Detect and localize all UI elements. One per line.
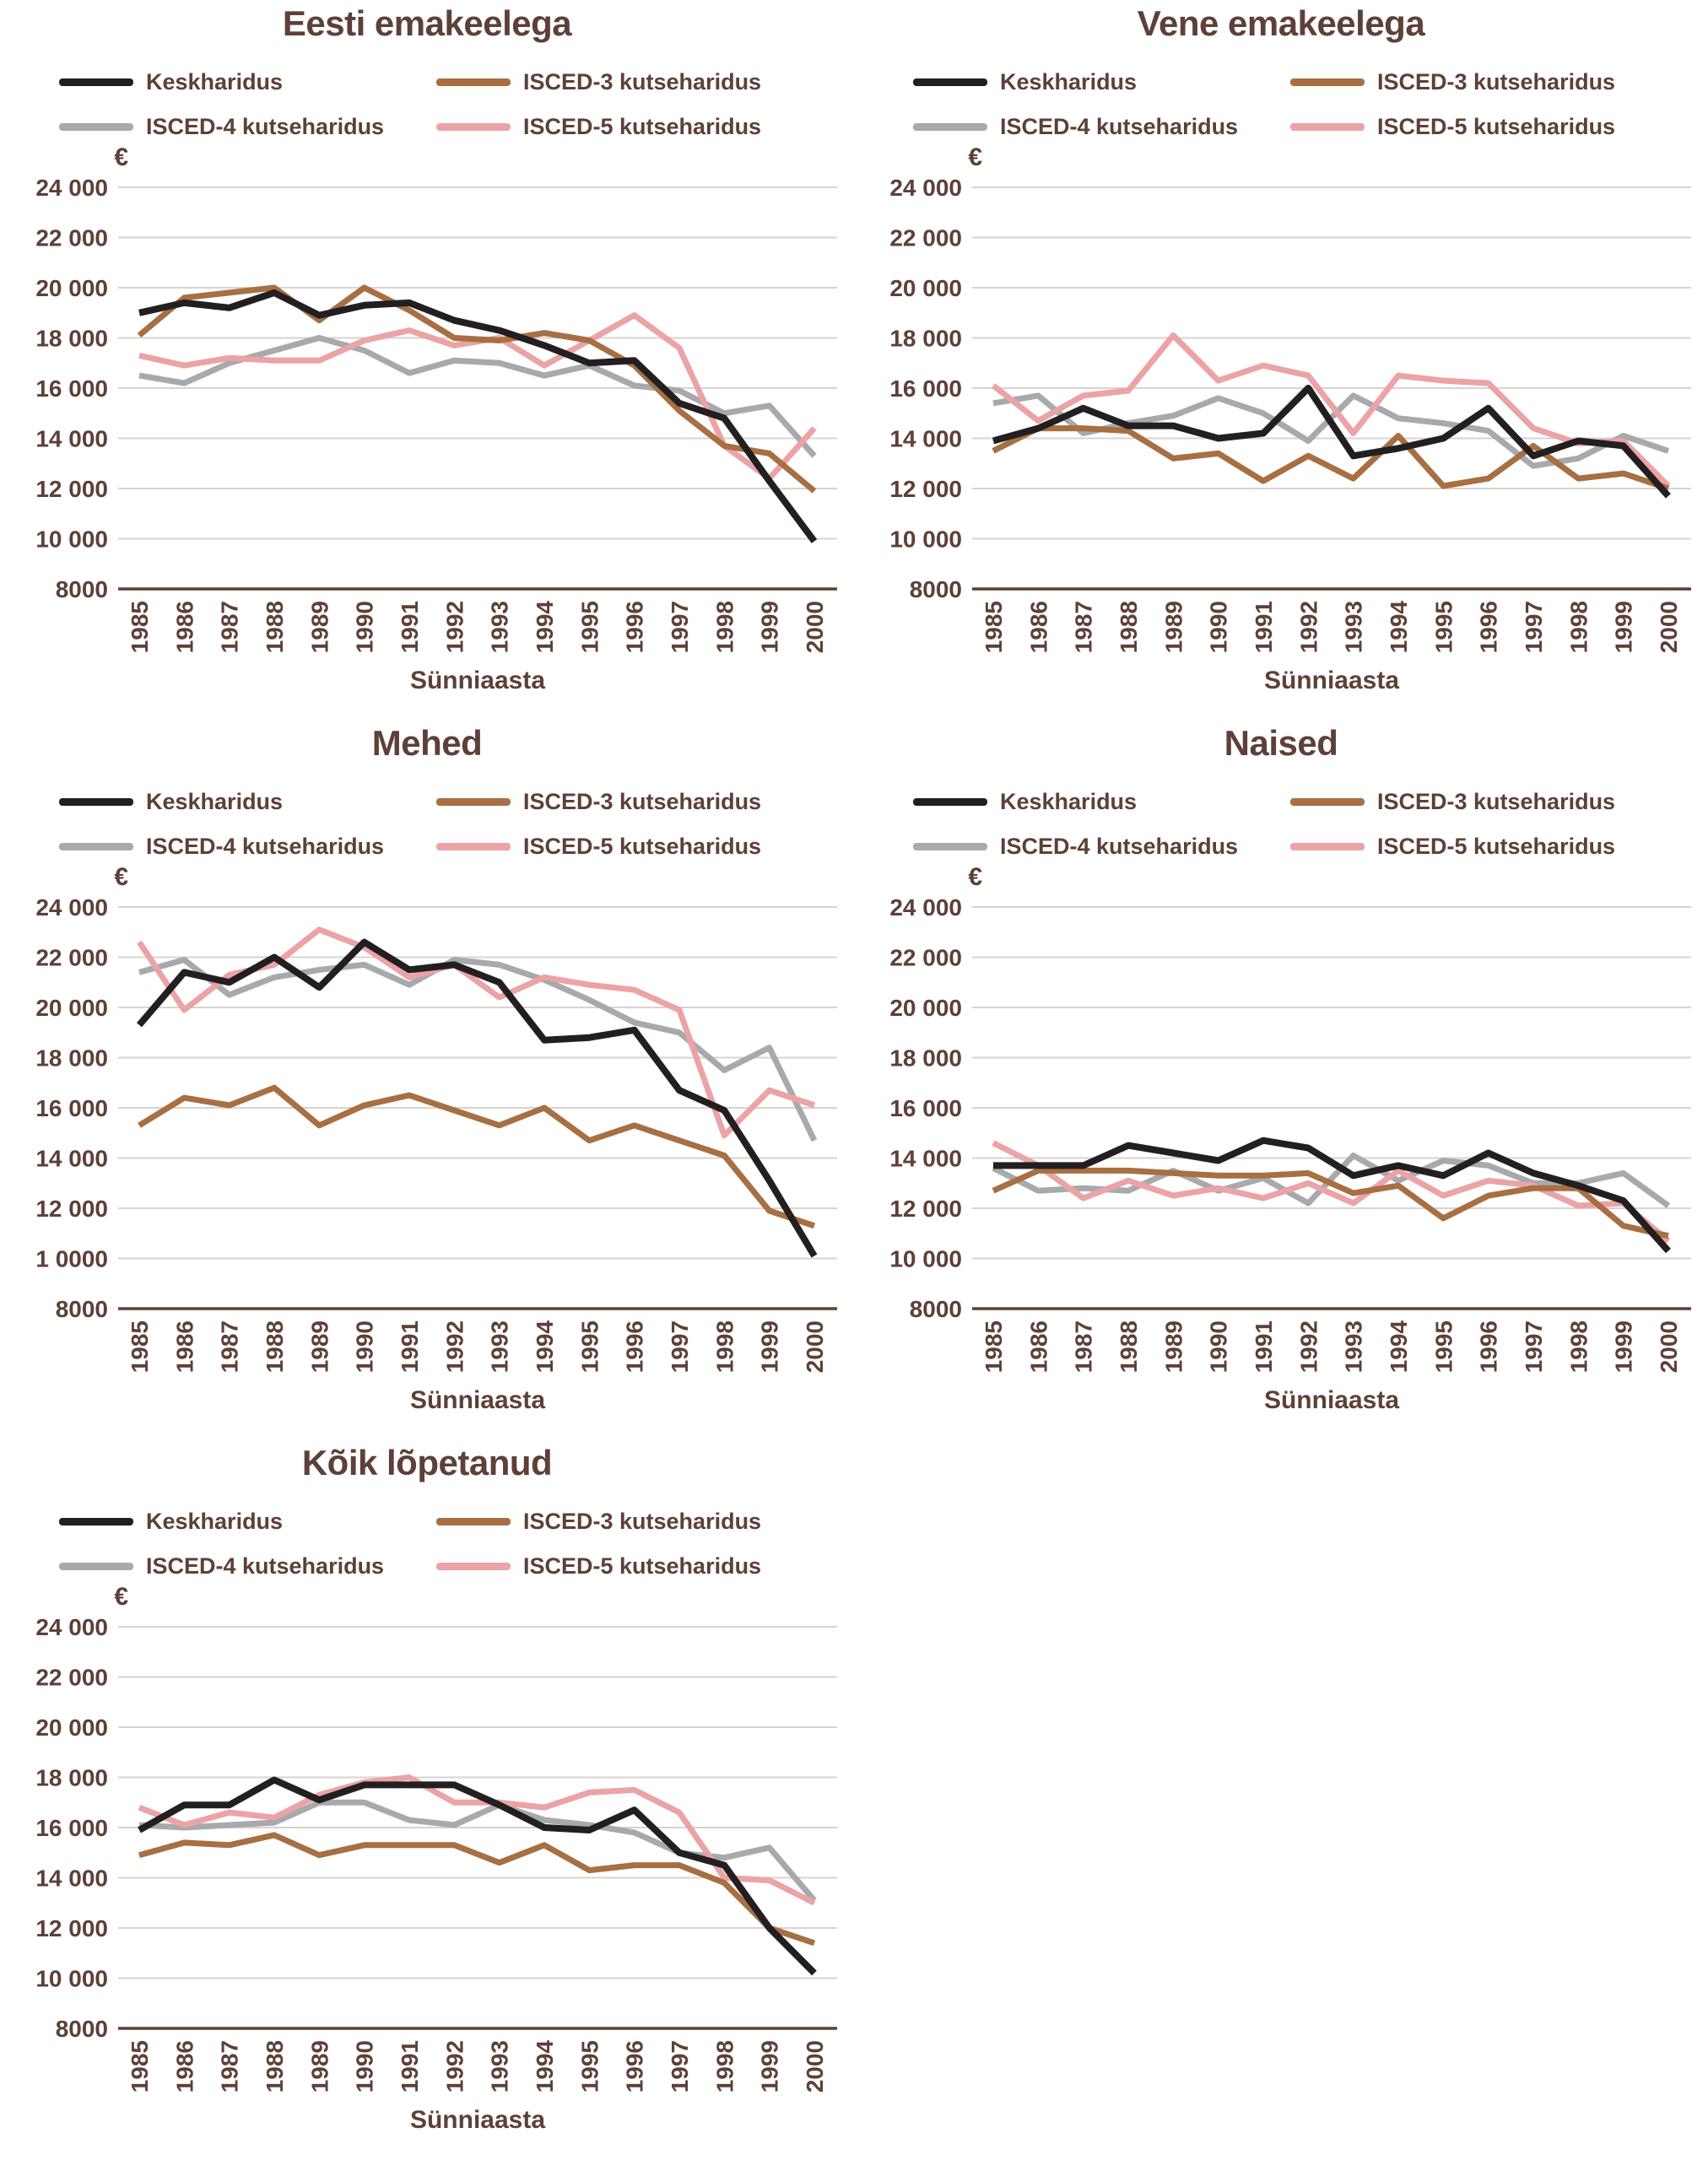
- y-tick-label: 18 000: [35, 1045, 108, 1072]
- x-tick-label: 1993: [1340, 1320, 1367, 1374]
- y-tick-label: 10 000: [889, 1245, 962, 1272]
- legend-label: ISCED-3 kutseharidus: [523, 1509, 762, 1534]
- series-line-isced-4-kutseharidus: [139, 960, 814, 1141]
- x-tick-label: 1998: [711, 1320, 738, 1374]
- x-tick-label: 1994: [1386, 601, 1412, 654]
- legend-label: Keskharidus: [1000, 69, 1138, 94]
- empty-grid-cell: [854, 1439, 1708, 2159]
- legend-label: Keskharidus: [146, 1509, 284, 1534]
- legend-label: ISCED-5 kutseharidus: [1377, 114, 1616, 139]
- y-tick-label: 12 000: [35, 1196, 108, 1222]
- line-chart: [0, 720, 854, 1439]
- x-tick-label: 1990: [1205, 601, 1232, 654]
- legend-label: ISCED-3 kutseharidus: [1377, 789, 1616, 814]
- x-tick-label: 1985: [127, 1320, 153, 1374]
- y-tick-label: 16 000: [35, 375, 108, 402]
- chart-panel-eesti-emakeelega: [0, 0, 854, 720]
- x-tick-label: 1989: [306, 2040, 333, 2093]
- x-tick-label: 1987: [216, 1320, 243, 1374]
- x-tick-label: 1989: [1160, 601, 1187, 654]
- x-axis-title: Sünniaasta: [1263, 667, 1400, 694]
- x-axis-title: Sünniaasta: [409, 1386, 546, 1414]
- x-tick-label: 1996: [1475, 1320, 1502, 1374]
- y-tick-label: 14 000: [35, 1865, 108, 1892]
- x-tick-label: 1994: [532, 601, 558, 654]
- legend-label: ISCED-4 kutseharidus: [1000, 114, 1239, 139]
- chart-panel-vene-emakeelega: [854, 0, 1708, 720]
- x-tick-label: 1987: [1070, 1320, 1097, 1374]
- legend-label: ISCED-4 kutseharidus: [146, 1553, 385, 1579]
- y-tick-label: 14 000: [35, 1145, 108, 1172]
- x-tick-label: 1993: [486, 1320, 513, 1374]
- chart-title: Vene emakeelega: [1137, 3, 1425, 43]
- x-axis-title: Sünniaasta: [409, 667, 546, 694]
- x-tick-label: 1986: [1025, 601, 1052, 654]
- x-tick-label: 1996: [1475, 601, 1502, 654]
- x-tick-label: 1995: [1430, 601, 1457, 654]
- y-tick-label: 12 000: [35, 476, 108, 502]
- y-tick-label: 10 000: [35, 526, 108, 553]
- x-tick-label: 1988: [262, 1320, 288, 1374]
- y-tick-label: 16 000: [889, 1095, 962, 1121]
- y-tick-label: 18 000: [35, 325, 108, 352]
- x-tick-label: 1987: [216, 601, 243, 654]
- y-tick-label: 16 000: [35, 1815, 108, 1841]
- y-tick-label: 16 000: [889, 375, 962, 402]
- x-tick-label: 1986: [171, 2040, 198, 2093]
- x-tick-label: 1988: [262, 601, 288, 654]
- x-tick-label: 1986: [1025, 1320, 1052, 1374]
- x-tick-label: 1985: [127, 2040, 153, 2093]
- y-tick-label: 22 000: [35, 1664, 108, 1691]
- series-line-isced-3-kutseharidus: [139, 1835, 814, 1943]
- y-tick-label: 22 000: [889, 944, 962, 971]
- x-tick-label: 1999: [1610, 601, 1637, 654]
- y-tick-label: 24 000: [889, 175, 962, 201]
- x-tick-label: 1998: [1565, 1320, 1592, 1374]
- y-axis-unit-label: €: [968, 863, 982, 891]
- line-chart: [854, 0, 1708, 720]
- x-tick-label: 1999: [756, 601, 783, 654]
- y-tick-label: 14 000: [889, 425, 962, 452]
- x-tick-label: 1993: [486, 2040, 513, 2093]
- x-tick-label: 1992: [441, 1320, 468, 1374]
- legend-label: ISCED-4 kutseharidus: [146, 834, 385, 859]
- x-tick-label: 1987: [216, 2040, 243, 2093]
- x-tick-label: 1989: [1160, 1320, 1187, 1374]
- y-tick-label: 10 000: [889, 526, 962, 553]
- x-tick-label: 1991: [1251, 601, 1277, 654]
- x-tick-label: 1995: [576, 2040, 603, 2093]
- y-tick-label: 20 000: [889, 275, 962, 301]
- legend-label: ISCED-3 kutseharidus: [523, 69, 762, 94]
- x-tick-label: 1993: [486, 601, 513, 654]
- x-tick-label: 1991: [397, 601, 423, 654]
- x-tick-label: 1997: [1521, 1320, 1547, 1374]
- y-axis-unit-label: €: [114, 143, 128, 171]
- x-tick-label: 1985: [981, 601, 1007, 654]
- x-tick-label: 1992: [1295, 601, 1322, 654]
- x-tick-label: 1988: [1116, 1320, 1142, 1374]
- y-tick-label: 12 000: [889, 476, 962, 502]
- x-tick-label: 1988: [1116, 601, 1142, 654]
- y-tick-label: 16 000: [35, 1095, 108, 1121]
- y-tick-label: 8000: [55, 576, 108, 602]
- x-tick-label: 1985: [127, 601, 153, 654]
- series-line-keskharidus: [139, 293, 814, 542]
- y-tick-label: 8000: [909, 576, 962, 602]
- x-tick-label: 1998: [711, 2040, 738, 2093]
- y-tick-label: 20 000: [35, 275, 108, 301]
- x-tick-label: 1986: [171, 1320, 198, 1374]
- legend-label: ISCED-5 kutseharidus: [523, 1553, 762, 1579]
- legend-label: ISCED-4 kutseharidus: [1000, 834, 1239, 859]
- x-tick-label: 2000: [802, 2040, 828, 2093]
- series-line-isced-3-kutseharidus: [139, 288, 814, 491]
- y-tick-label: 18 000: [889, 1045, 962, 1072]
- x-tick-label: 1998: [711, 601, 738, 654]
- x-tick-label: 1997: [667, 601, 693, 654]
- x-tick-label: 1996: [621, 2040, 648, 2093]
- x-tick-label: 1989: [306, 601, 333, 654]
- y-tick-label: 14 000: [35, 425, 108, 452]
- y-tick-label: 24 000: [35, 1614, 108, 1640]
- x-tick-label: 1994: [532, 2040, 558, 2093]
- y-tick-label: 22 000: [35, 224, 108, 251]
- chart-title: Kõik lõpetanud: [301, 1443, 553, 1482]
- y-tick-label: 1 0000: [35, 1245, 108, 1272]
- y-tick-label: 24 000: [35, 175, 108, 201]
- x-tick-label: 1990: [1205, 1320, 1232, 1374]
- y-tick-label: 12 000: [35, 1915, 108, 1941]
- y-tick-label: 20 000: [35, 995, 108, 1021]
- x-tick-label: 1990: [351, 601, 378, 654]
- x-tick-label: 1995: [576, 1320, 603, 1374]
- x-tick-label: 1994: [1386, 1320, 1412, 1374]
- x-tick-label: 1995: [1430, 1320, 1457, 1374]
- x-tick-label: 1986: [171, 601, 198, 654]
- x-axis-title: Sünniaasta: [409, 2106, 546, 2134]
- x-tick-label: 1995: [576, 601, 603, 654]
- line-chart: [0, 1439, 854, 2159]
- x-tick-label: 1985: [981, 1320, 1007, 1374]
- x-tick-label: 1991: [1251, 1320, 1277, 1374]
- x-tick-label: 1996: [621, 601, 648, 654]
- y-tick-label: 24 000: [889, 894, 962, 921]
- x-tick-label: 1994: [532, 1320, 558, 1374]
- y-tick-label: 20 000: [889, 995, 962, 1021]
- y-tick-label: 18 000: [35, 1764, 108, 1791]
- chart-title: Mehed: [371, 723, 483, 763]
- x-tick-label: 1987: [1070, 601, 1097, 654]
- y-tick-label: 10 000: [35, 1965, 108, 1992]
- chart-panel-naised: [854, 720, 1708, 1439]
- y-tick-label: 8000: [909, 1296, 962, 1322]
- y-tick-label: 14 000: [889, 1145, 962, 1172]
- y-axis-unit-label: €: [968, 143, 982, 171]
- x-tick-label: 1998: [1565, 601, 1592, 654]
- y-tick-label: 8000: [55, 2016, 108, 2042]
- y-tick-label: 18 000: [889, 325, 962, 352]
- x-tick-label: 2000: [802, 1320, 828, 1374]
- x-tick-label: 2000: [1656, 601, 1682, 654]
- chart-panel-koik-lopetanud: [0, 1439, 854, 2159]
- y-axis-unit-label: €: [114, 1583, 128, 1611]
- y-tick-label: 8000: [55, 1296, 108, 1322]
- x-tick-label: 1988: [262, 2040, 288, 2093]
- chart-panel-mehed: [0, 720, 854, 1439]
- legend-label: ISCED-3 kutseharidus: [1377, 69, 1616, 94]
- x-tick-label: 1992: [441, 601, 468, 654]
- x-tick-label: 1999: [756, 1320, 783, 1374]
- chart-title: Naised: [1224, 723, 1338, 763]
- x-tick-label: 1997: [1521, 601, 1547, 654]
- y-tick-label: 24 000: [35, 894, 108, 921]
- x-tick-label: 1991: [397, 1320, 423, 1374]
- y-tick-label: 20 000: [35, 1714, 108, 1741]
- y-tick-label: 12 000: [889, 1196, 962, 1222]
- y-axis-unit-label: €: [114, 863, 128, 891]
- y-tick-label: 22 000: [889, 224, 962, 251]
- x-tick-label: 1999: [1610, 1320, 1637, 1374]
- line-chart: [0, 0, 854, 720]
- x-tick-label: 1993: [1340, 601, 1367, 654]
- chart-title: Eesti emakeelega: [282, 3, 572, 43]
- x-tick-label: 1992: [1295, 1320, 1322, 1374]
- legend-label: Keskharidus: [146, 69, 284, 94]
- legend-label: ISCED-3 kutseharidus: [523, 789, 762, 814]
- x-tick-label: 2000: [802, 601, 828, 654]
- x-tick-label: 2000: [1656, 1320, 1682, 1374]
- legend-label: ISCED-5 kutseharidus: [523, 834, 762, 859]
- x-tick-label: 1997: [667, 1320, 693, 1374]
- line-chart: [854, 720, 1708, 1439]
- legend-label: Keskharidus: [1000, 789, 1138, 814]
- x-tick-label: 1989: [306, 1320, 333, 1374]
- legend-label: ISCED-5 kutseharidus: [523, 114, 762, 139]
- y-tick-label: 22 000: [35, 944, 108, 971]
- legend-label: ISCED-4 kutseharidus: [146, 114, 385, 139]
- legend-label: Keskharidus: [146, 789, 284, 814]
- x-tick-label: 1996: [621, 1320, 648, 1374]
- x-tick-label: 1997: [667, 2040, 693, 2093]
- legend-label: ISCED-5 kutseharidus: [1377, 834, 1616, 859]
- x-tick-label: 1990: [351, 2040, 378, 2093]
- x-tick-label: 1991: [397, 2040, 423, 2093]
- x-axis-title: Sünniaasta: [1263, 1386, 1400, 1414]
- x-tick-label: 1990: [351, 1320, 378, 1374]
- x-tick-label: 1992: [441, 2040, 468, 2093]
- x-tick-label: 1999: [756, 2040, 783, 2093]
